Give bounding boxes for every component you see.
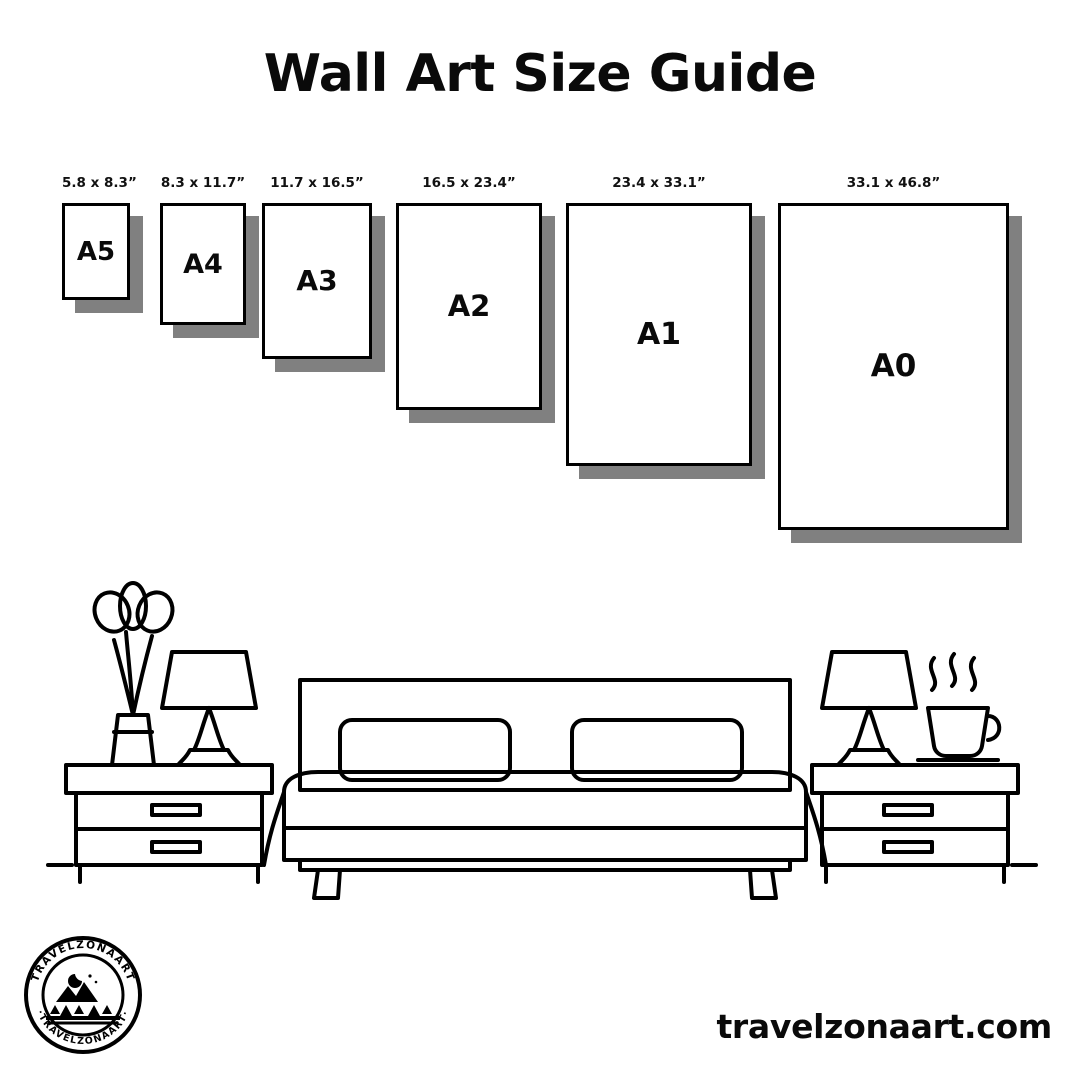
frame-outline [160,203,246,325]
frame-a2 [396,175,542,424]
right-nightstand [812,765,1018,882]
frame-a1 [566,175,752,480]
frame-dimensions-label: 23.4 x 33.1” [612,175,706,191]
frame-outline [262,203,372,359]
frame-size-name: A0 [870,348,917,384]
page-title: Wall Art Size Guide [263,44,817,104]
frame-size-name: A2 [447,289,491,323]
frame-a5 [62,175,137,314]
bedroom-furniture-illustration [0,560,1080,920]
logo-text-top: TRAVELZONAART [29,938,137,984]
frame-dimensions-label: 16.5 x 23.4” [422,175,516,191]
frame-outline [396,203,542,410]
frame-dimensions-label: 5.8 x 8.3” [62,175,137,191]
left-table-lamp [162,652,256,765]
frame-dimensions-label: 33.1 x 46.8” [846,175,941,191]
frame-size-name: A3 [296,264,338,297]
bed [264,680,826,898]
frame-a0 [778,175,1009,544]
logo-text-bottom: ·TRAVELZONAART· [34,1008,132,1048]
frame-a3 [262,175,372,373]
frame-dimensions-label: 11.7 x 16.5” [270,175,364,191]
right-table-lamp [822,652,916,765]
frame-outline [62,203,130,300]
frame-size-name: A5 [76,236,116,267]
frame-outline [566,203,752,466]
frame-a4 [160,175,246,339]
website-url: travelzonaart.com [716,1007,1052,1046]
frame-dimensions-label: 8.3 x 11.7” [160,175,246,191]
coffee-cup [918,654,999,760]
frame-outline [778,203,1009,530]
vase-with-plant [89,583,179,765]
left-nightstand [66,765,272,882]
frame-size-name: A1 [636,316,682,352]
logo-moon-icon [68,974,82,988]
frame-size-name: A4 [183,248,223,280]
brand-logo [18,930,148,1060]
logo-trees-icon [50,1005,112,1016]
